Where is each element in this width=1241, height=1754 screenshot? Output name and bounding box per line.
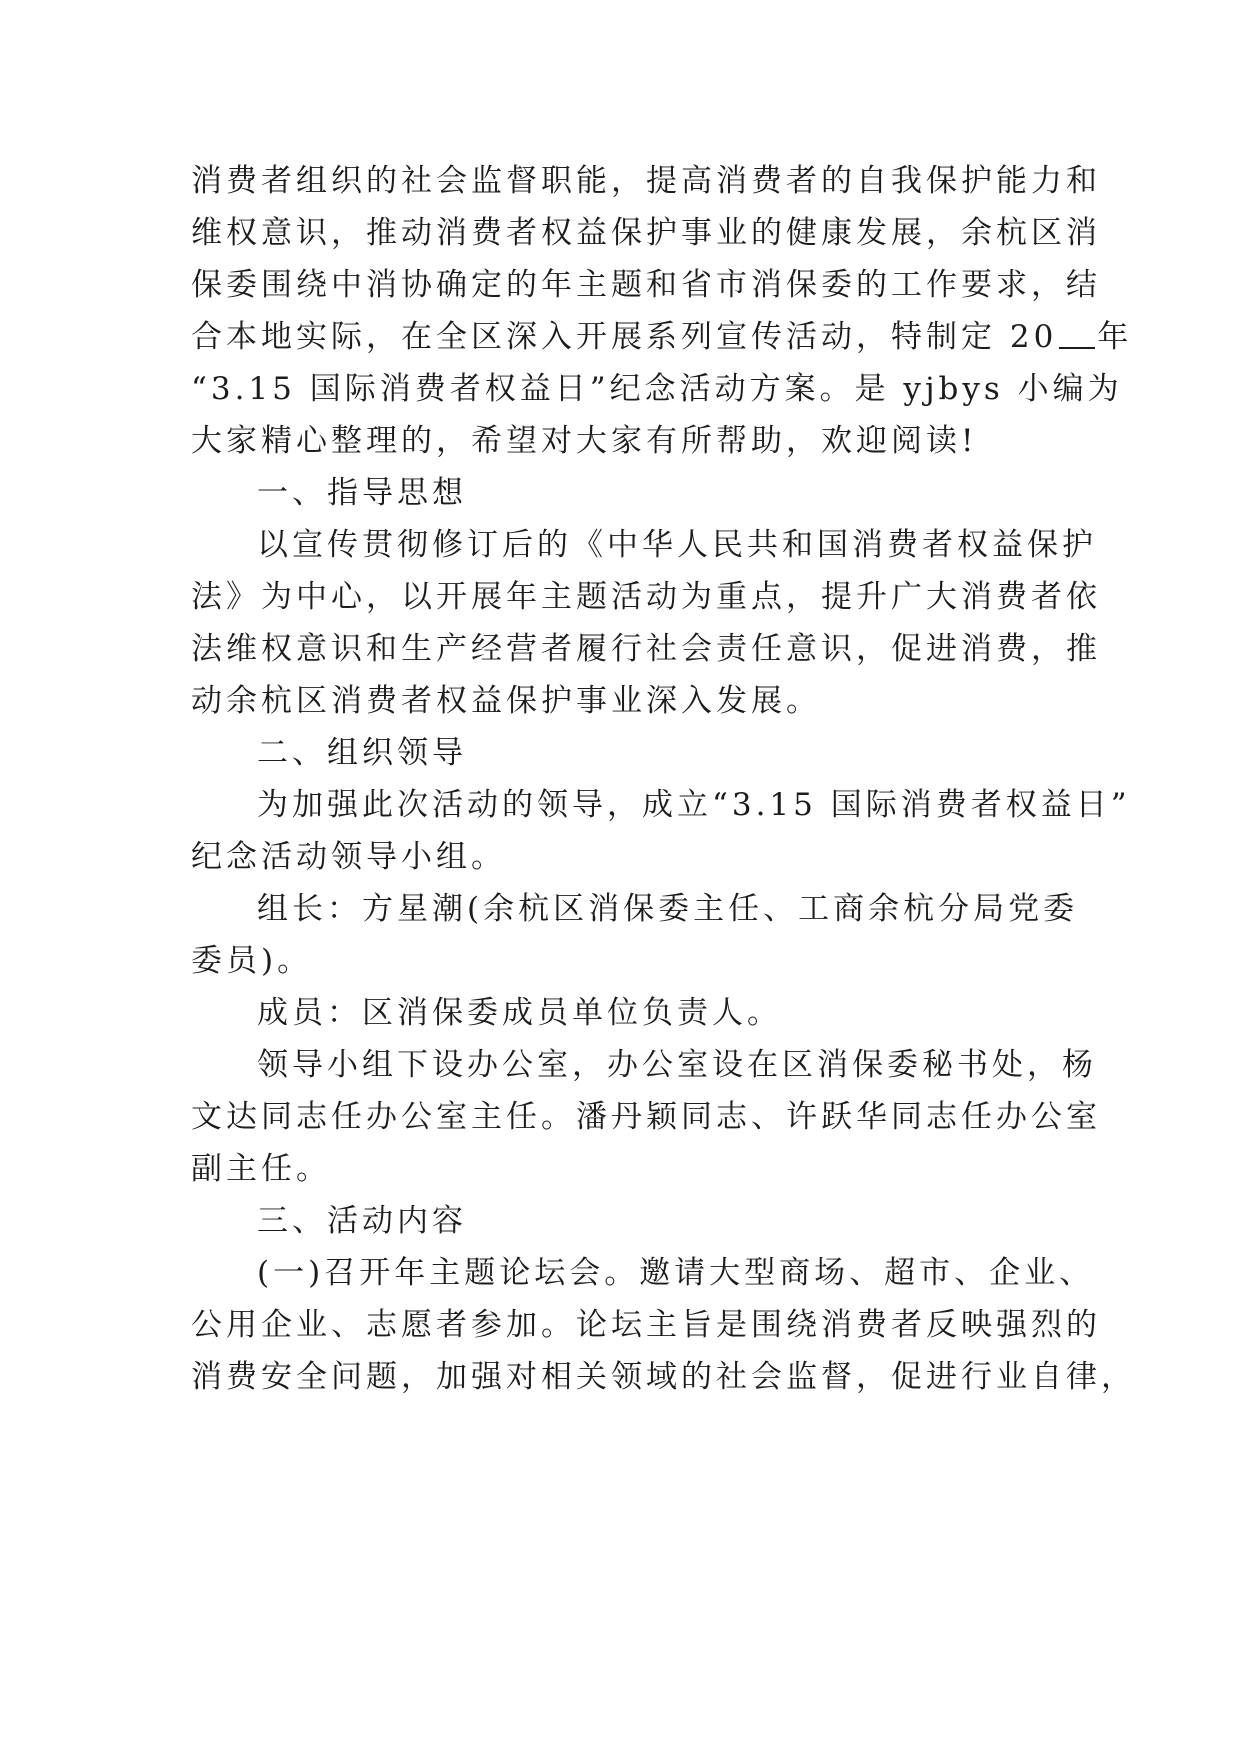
section-2-para-4-line-1: 领导小组下设办公室，办公室设在区消保委秘书处，杨 bbox=[257, 1047, 1097, 1083]
intro-line-3: 保委围绕中消协确定的年主题和省市消保委的工作要求，结 bbox=[191, 267, 1101, 303]
section-heading-3: 三、活动内容 bbox=[257, 1203, 467, 1239]
intro-line-4 bbox=[191, 311, 1133, 363]
section-2-para-1-line-1: 为加强此次活动的领导，成立“3.15 国际消费者权益日” bbox=[257, 787, 1131, 823]
section-3-line-3: 消费安全问题，加强对相关领域的社会监督，促进行业自律， bbox=[191, 1359, 1136, 1395]
section-heading-2: 二、组织领导 bbox=[257, 735, 467, 771]
intro-line-6: 大家精心整理的，希望对大家有所帮助，欢迎阅读! bbox=[191, 423, 978, 459]
intro-line-1: 消费者组织的社会监督职能，提高消费者的自我保护能力和 bbox=[191, 163, 1101, 199]
intro-line-5: “3.15 国际消费者权益日”纪念活动方案。是 yjbys 小编为 bbox=[191, 371, 1123, 407]
intro-line-4-text: 合本地实际，在全区深入开展系列宣传活动，特制定 20 bbox=[191, 319, 1058, 355]
section-1-line-3: 法维权意识和生产经营者履行社会责任意识，促进消费，推 bbox=[191, 631, 1101, 667]
section-1-line-2: 法》为中心，以开展年主题活动为重点，提升广大消费者依 bbox=[191, 579, 1101, 615]
section-1-line-1: 以宣传贯彻修订后的《中华人民共和国消费者权益保护 bbox=[257, 527, 1097, 563]
section-2-para-1-line-2: 纪念活动领导小组。 bbox=[191, 839, 506, 875]
section-2-para-4-line-2: 文达同志任办公室主任。潘丹颖同志、许跃华同志任办公室 bbox=[191, 1099, 1101, 1135]
intro-line-2: 维权意识，推动消费者权益保护事业的健康发展，余杭区消 bbox=[191, 215, 1101, 251]
document-body bbox=[191, 155, 1136, 1403]
section-2-para-3-line-1: 成员：区消保委成员单位负责人。 bbox=[257, 995, 782, 1031]
year-blank bbox=[1059, 317, 1095, 349]
section-2-para-2-line-1: 组长：方星潮(余杭区消保委主任、工商余杭分局党委 bbox=[257, 891, 1079, 927]
section-3-line-2: 公用企业、志愿者参加。论坛主旨是围绕消费者反映强烈的 bbox=[191, 1307, 1101, 1343]
intro-line-4-year: 年 bbox=[1097, 319, 1133, 355]
section-3-line-1: (一)召开年主题论坛会。邀请大型商场、超市、企业、 bbox=[257, 1255, 1095, 1291]
section-2-para-2-line-2: 委员)。 bbox=[191, 943, 313, 979]
section-2-para-4-line-3: 副主任。 bbox=[191, 1151, 331, 1187]
section-1-line-4: 动余杭区消费者权益保护事业深入发展。 bbox=[191, 683, 821, 719]
section-heading-1: 一、指导思想 bbox=[257, 475, 467, 511]
